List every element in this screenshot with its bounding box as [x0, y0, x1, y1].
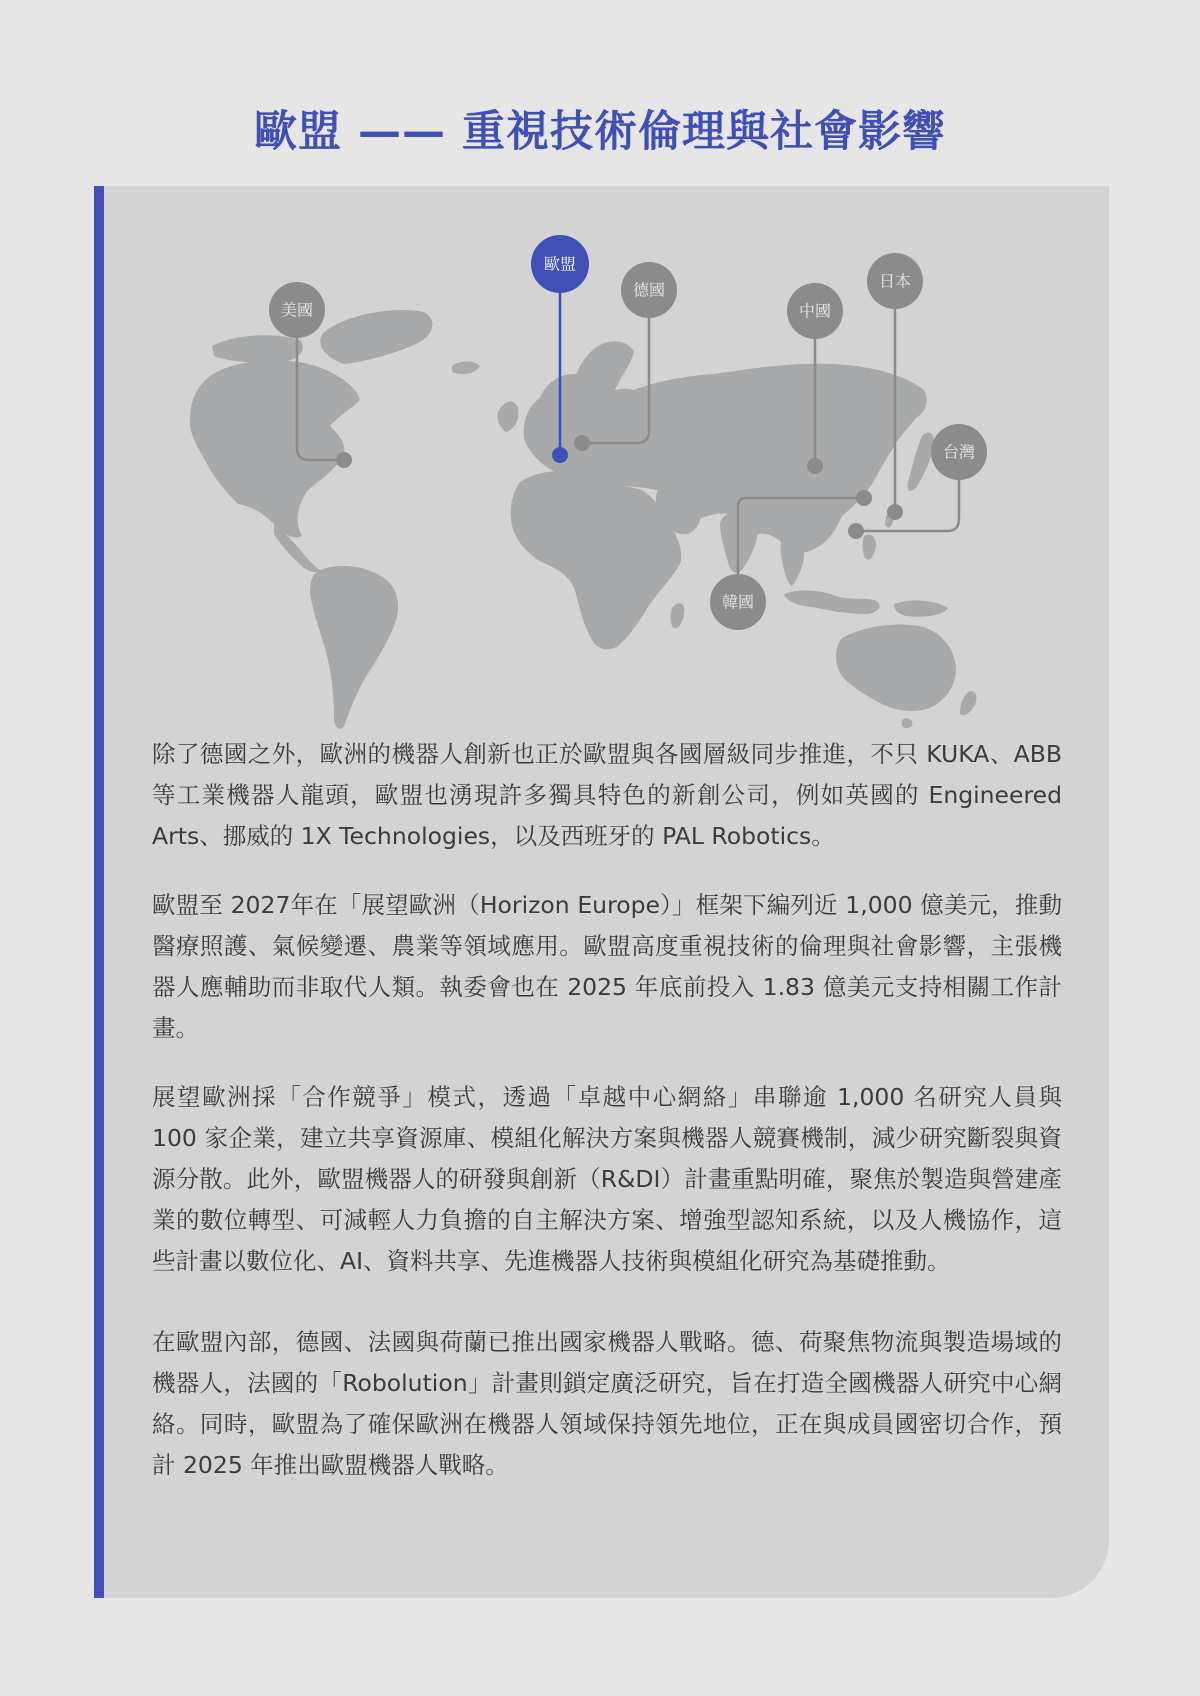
dot-japan: [887, 504, 903, 520]
australia-shape: [836, 625, 956, 711]
pin-label-eu: 歐盟: [543, 254, 577, 274]
dot-usa: [336, 452, 352, 468]
greenland-shape: [320, 310, 432, 364]
south-america-shape: [310, 566, 398, 729]
world-map: [94, 186, 1109, 746]
africa-shape: [511, 471, 682, 649]
pin-eu: [531, 235, 589, 293]
iceland-shape: [452, 362, 480, 375]
arctic-islands-shape: [212, 335, 303, 363]
dot-germany: [574, 435, 590, 451]
page-title: 歐盟 —— 重視技術倫理與社會影響: [254, 107, 946, 157]
north-america-shape: [190, 360, 360, 537]
paragraph-2: 歐盟至 2027年在「展望歐洲（Horizon Europe）」框架下編列近 1,000 億美元，推動醫療照護、氣候變遷、農業等領域應用。歐盟高度重視技術的倫理與社會影響，主張機器人應輔助而非取代人類。執委會也在 2025 年底前投入 1.83 億美元支持相關工作計畫。: [152, 891, 1062, 1042]
paragraph-3: 展望歐洲採「合作競爭」模式，透過「卓越中心網絡」串聯逾 1,000 名研究人員與 100 家企業，建立共享資源庫、模組化解決方案與機器人競賽機制，減少研究斷裂與資源分散。此外，歐盟機器人的研發與創新（R&DI）計畫重點明確，聚焦於製造與營建產業的數位轉型、可減輕人力負擔的自主解決方案、增強型認知系統，以及人機協作，這些計畫以數位化、AI、資料共享、先進機器人技術與模組化研究為基礎推動。: [152, 1083, 1062, 1275]
pin-label-japan: 日本: [878, 271, 912, 291]
new-zealand-shape: [960, 691, 976, 715]
uk-shape: [497, 402, 518, 432]
paragraph-4: 在歐盟內部，德國、法國與荷蘭已推出國家機器人戰略。德、荷聚焦物流與製造場域的機器人，法國的「Robolution」計畫則鎖定廣泛研究，旨在打造全國機器人研究中心網絡。同時，歐盟為了確保歐洲在機器人領域保持領先地位，正在與成員國密切合作，預計 2025 年推出歐盟機器人戰略。: [152, 1328, 1062, 1479]
japan-shape: [907, 433, 934, 491]
dot-taiwan: [848, 523, 864, 539]
dot-eu: [552, 447, 568, 463]
madagascar-shape: [671, 603, 685, 628]
indonesia-shape: [784, 590, 880, 614]
body-text: [152, 734, 1062, 1514]
dot-korea: [856, 490, 872, 506]
content-panel: [94, 186, 1109, 1598]
pin-germany: [621, 262, 677, 318]
dot-china: [807, 458, 823, 474]
pin-china: [787, 283, 843, 339]
continents: [190, 310, 977, 729]
pin-label-china: 中國: [798, 301, 832, 321]
pin-korea: [710, 574, 766, 630]
philippines-shape: [863, 534, 877, 559]
pin-label-germany: 德國: [632, 280, 666, 300]
pin-label-usa: 美國: [280, 300, 314, 320]
tasmania-shape: [902, 718, 913, 728]
pin-taiwan: [931, 424, 987, 480]
new-guinea-shape: [894, 601, 948, 617]
paragraph-1: 除了德國之外，歐洲的機器人創新也正於歐盟與各國層級同步推進，不只 KUKA、ABB 等工業機器人龍頭，歐盟也湧現許多獨具特色的新創公司，例如英國的 Engineered Arts、挪威的 1X Technologies，以及西班牙的 PAL Robotics。: [152, 740, 1062, 850]
pin-label-taiwan: 台灣: [942, 442, 976, 462]
pin-usa: [269, 282, 325, 338]
pin-japan: [867, 253, 923, 309]
pin-label-korea: 韓國: [721, 592, 755, 612]
